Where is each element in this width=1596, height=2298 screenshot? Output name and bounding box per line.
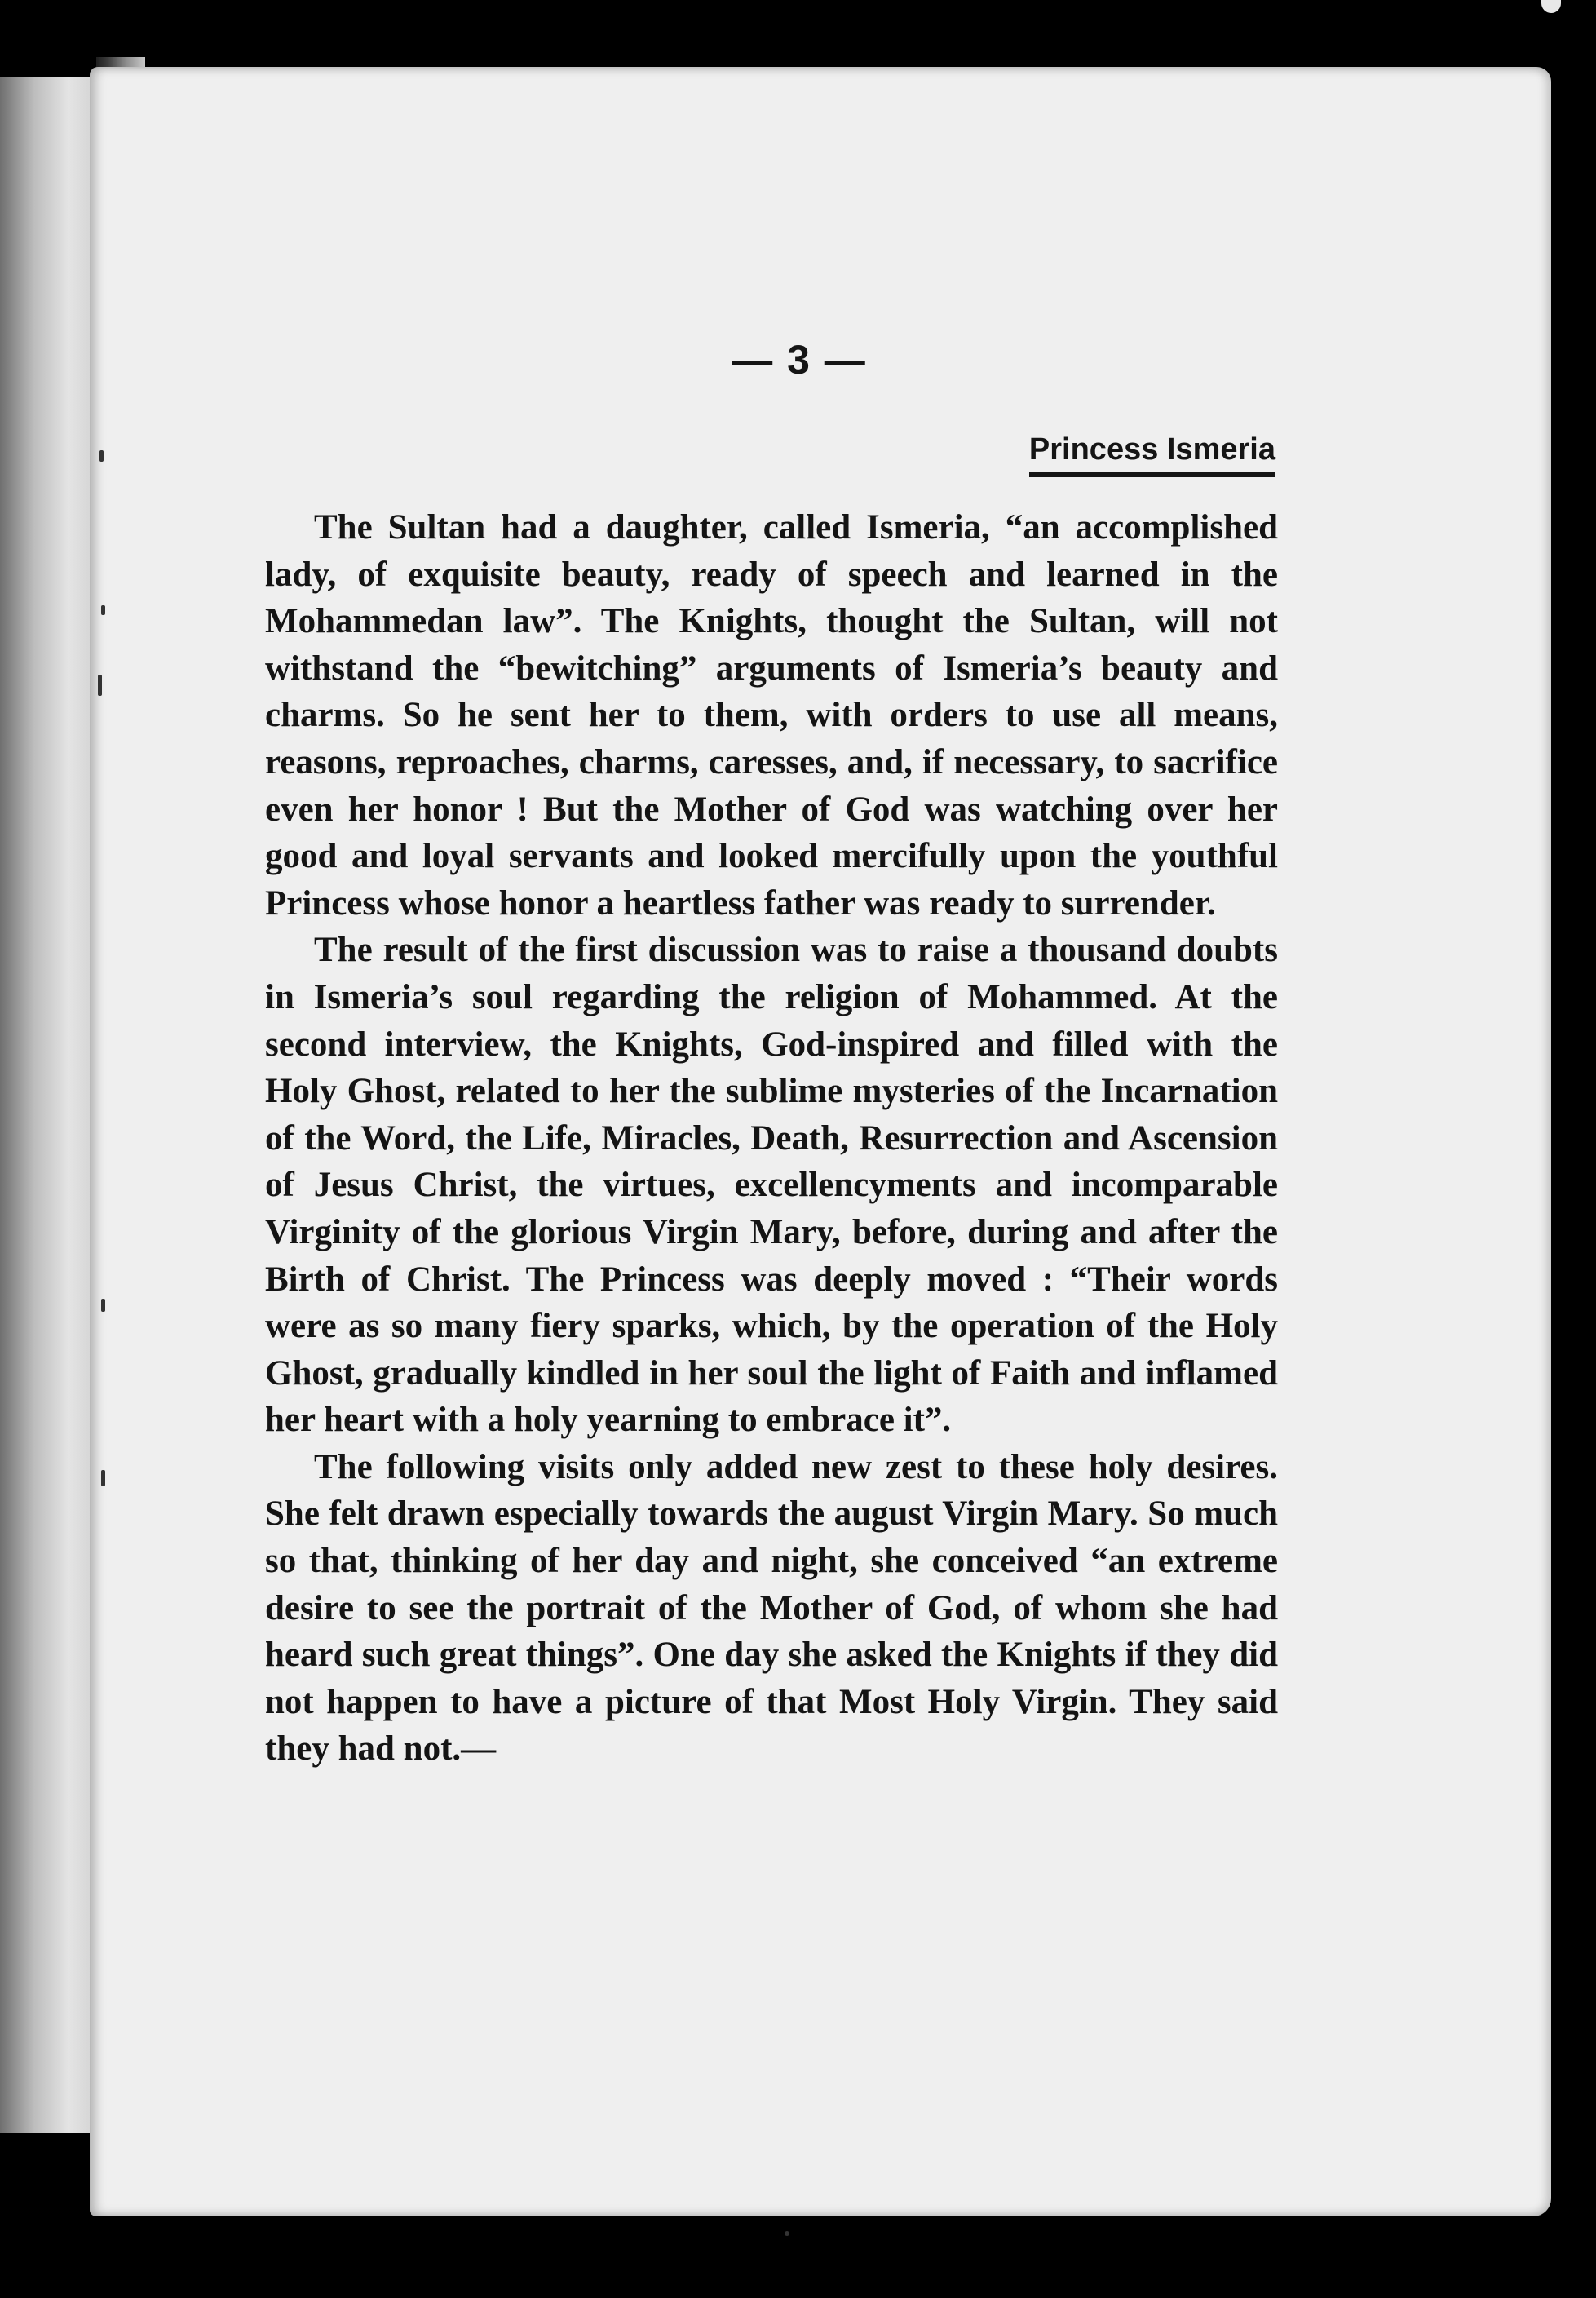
margin-mark xyxy=(101,1299,105,1312)
margin-mark xyxy=(98,675,102,696)
corner-blot xyxy=(1541,0,1561,13)
paragraph: The Sultan had a daughter, called Ismeria, “an accomplished lady, of exquisite beauty, ready of speech and learned in the Mohammedan law”. The Knights, thought the Sultan, will not withstand the “bewitching” arguments of Ismeria’s beauty and charms. So he sent her to them, with orders to use all means, reasons, reproaches, charms, caresses, and, if necessary, to sacrifice even her honor ! But the Mother of God was watching over her good and loyal servants and looked mercifully upon the youthful Princess whose honor a heartless father was ready to surrender. xyxy=(265,508,1278,923)
body-text xyxy=(265,504,1278,1773)
margin-mark xyxy=(101,605,105,615)
paragraph: The following visits only added new zest to these holy desires. She felt drawn especially towards the august Virgin Mary. So much so that, thinking of her day and night, she conceived “an extreme desire to see the portrait of the Mother of God, of whom she had heard such great things”. One day she asked the Knights if they did not happen to have a picture of that Most Holy Virgin. They said they had not.— xyxy=(265,1447,1278,1769)
page-number: — 3 — xyxy=(732,337,867,383)
running-head: Princess Ismeria xyxy=(1029,432,1275,477)
ink-speck xyxy=(785,2231,789,2236)
previous-page-edge xyxy=(0,77,98,2133)
margin-mark xyxy=(101,1470,105,1486)
margin-mark xyxy=(99,450,104,462)
paragraph: The result of the first discussion was to raise a thousand doubts in Ismeria’s soul regarding the religion of Mohammed. At the second interview, the Knights, God-inspired and filled with the Holy Ghost, related to her the sublime mysteries of the Incarnation of the Word, the Life, Miracles, Death, Resurrection and Ascension of Jesus Christ, the virtues, excellencyments and incomparable Virginity of the glorious Virgin Mary, before, during and after the Birth of Christ. The Princess was deeply moved : “Their words were as so many fiery sparks, which, by the operation of the Holy Ghost, gradually kindled in her soul the light of Faith and inflamed her heart with a holy yearning to embrace it”. xyxy=(265,931,1278,1440)
